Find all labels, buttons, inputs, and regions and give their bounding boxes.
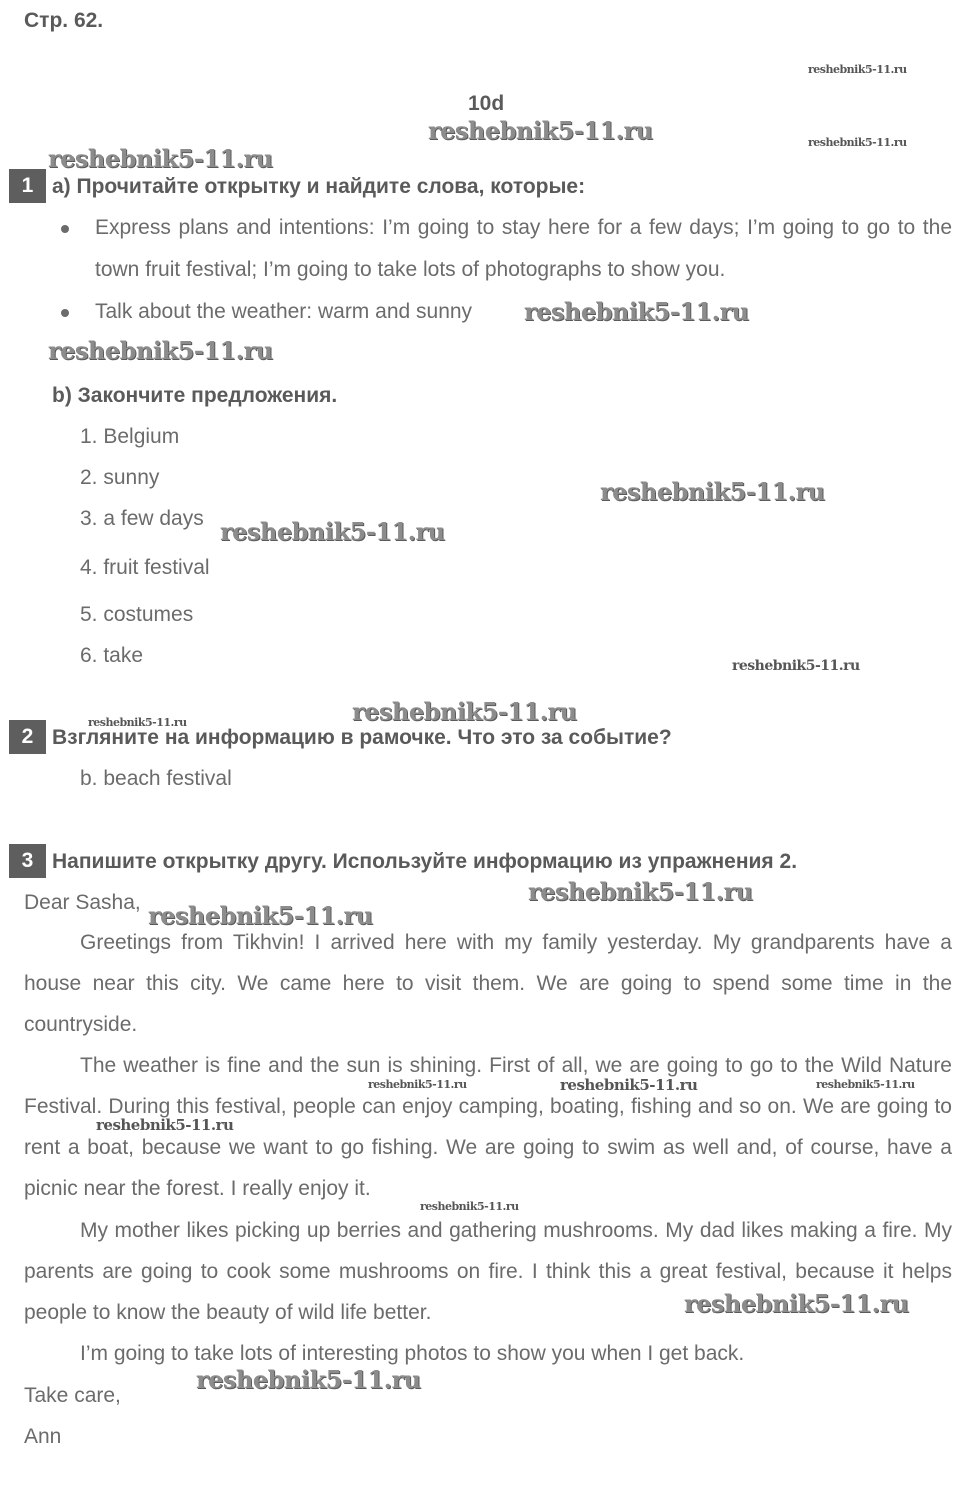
exercise-1b-heading: b) Закончите предложения. xyxy=(52,384,338,407)
exercise-1-heading: a) Прочитайте открытку и найдите слова, которые: xyxy=(52,175,586,198)
answer-item: 1. Belgium xyxy=(80,425,180,448)
exercise-1-bullet-1: Express plans and intentions: I’m going to stay here for a few days; I’m going to go to the town fruit festival; I’m going to take lots of photographs to show you. xyxy=(95,216,952,281)
watermark: reshebnik5-11.ru xyxy=(600,477,825,506)
watermark: reshebnik5-11.ru xyxy=(808,136,907,149)
watermark: reshebnik5-11.ru xyxy=(48,336,273,365)
letter-greeting: Dear Sasha, xyxy=(24,891,141,914)
letter-closing: Take care, xyxy=(24,1384,121,1407)
answer-item: 3. a few days xyxy=(80,507,204,530)
watermark: reshebnik5-11.ru xyxy=(368,1078,467,1091)
watermark: reshebnik5-11.ru xyxy=(732,658,860,674)
exercise-1-bullet-2: Talk about the weather: warm and sunny xyxy=(95,300,473,323)
watermark: reshebnik5-11.ru xyxy=(148,901,373,930)
exercise-2-heading: Взгляните на информацию в рамочке. Что это за событие? xyxy=(52,726,672,749)
watermark: reshebnik5-11.ru xyxy=(428,116,653,145)
watermark: reshebnik5-11.ru xyxy=(196,1365,421,1394)
watermark: reshebnik5-11.ru xyxy=(220,517,445,546)
exercise-2-number: 2 xyxy=(9,720,46,754)
section-label: 10d xyxy=(468,92,505,115)
watermark: reshebnik5-11.ru xyxy=(48,144,273,173)
bullet-icon xyxy=(61,225,69,233)
exercise-1-number: 1 xyxy=(9,169,46,203)
watermark: reshebnik5-11.ru xyxy=(808,63,907,76)
answer-item: 2. sunny xyxy=(80,466,160,489)
watermark: reshebnik5-11.ru xyxy=(420,1200,519,1213)
bullet-icon xyxy=(61,309,69,317)
exercise-3-heading: Напишите открытку другу. Используйте информацию из упражнения 2. xyxy=(52,850,798,873)
watermark: reshebnik5-11.ru xyxy=(816,1078,915,1091)
watermark: reshebnik5-11.ru xyxy=(352,697,577,726)
letter-signature: Ann xyxy=(24,1425,62,1448)
watermark: reshebnik5-11.ru xyxy=(524,297,749,326)
watermark: reshebnik5-11.ru xyxy=(528,877,753,906)
page-label: Стр. 62. xyxy=(24,9,104,32)
letter-paragraph: The weather is fine and the sun is shining. First of all, we are going to go to the Wild Nature Festival. During this festival, people can enjoy camping, boating, fishing and so on. We are going to rent a boat, because we want to go fishing. We are going to swim as well and, of course, have a picnic near the forest. I really enjoy it. xyxy=(24,1054,952,1200)
letter-paragraph: Greetings from Tikhvin! I arrived here with my family yesterday. My grandparents have a house near this city. We came here to visit them. We are going to spend some time in the countryside. xyxy=(24,931,952,1036)
answer-item: 6. take xyxy=(80,644,144,667)
answer-item: 4. fruit festival xyxy=(80,556,210,579)
answer-item: 5. costumes xyxy=(80,603,194,626)
exercise-2-answer: b. beach festival xyxy=(80,767,232,790)
letter-paragraph: I’m going to take lots of interesting photos to show you when I get back. xyxy=(80,1342,745,1365)
watermark: reshebnik5-11.ru xyxy=(88,716,187,729)
watermark: reshebnik5-11.ru xyxy=(684,1289,909,1318)
watermark: reshebnik5-11.ru xyxy=(96,1116,234,1134)
watermark: reshebnik5-11.ru xyxy=(560,1076,698,1094)
exercise-3-number: 3 xyxy=(9,844,46,878)
letter-paragraph: My mother likes picking up berries and gathering mushrooms. My dad likes making a fire. My parents are going to cook some mushrooms on fire. I think this a great festival, because it helps people to know the beauty of wild life better. xyxy=(24,1219,952,1324)
